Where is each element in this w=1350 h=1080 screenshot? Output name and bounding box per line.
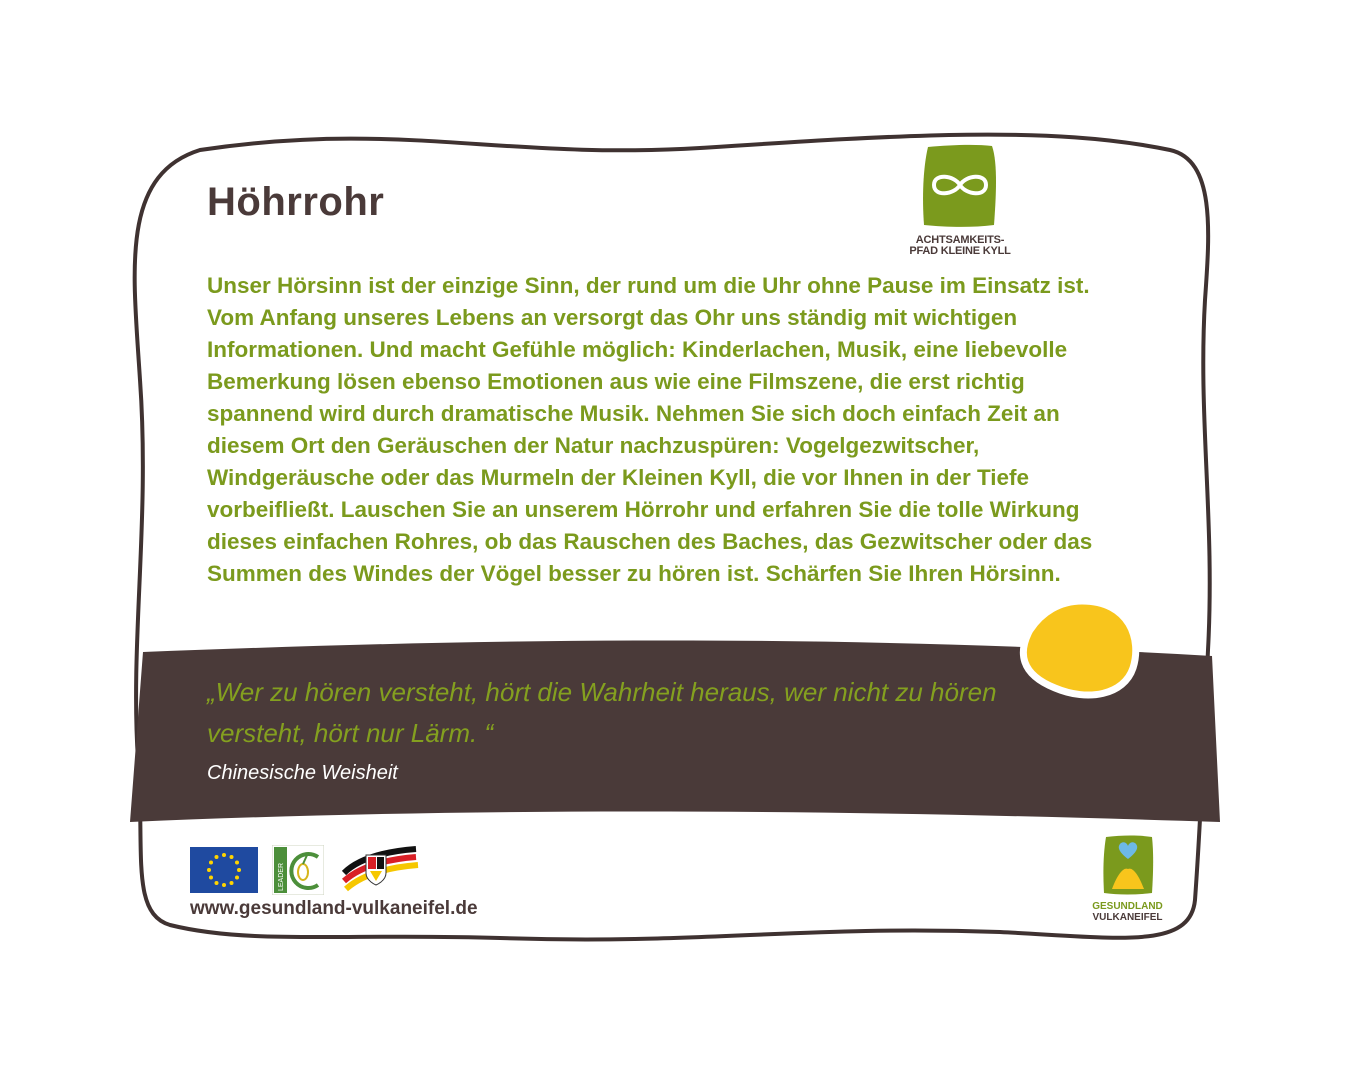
logo-bottom-caption-line2: VULKANEIFEL	[1092, 912, 1163, 923]
leader-logo-icon	[272, 845, 324, 895]
yellow-blob	[1023, 601, 1135, 695]
infinity-icon	[920, 143, 1000, 229]
heart-mountain-icon	[1100, 833, 1156, 897]
gesundland-logo	[1085, 833, 1170, 923]
quote-author: Chinesische Weisheit	[207, 762, 398, 784]
logo-bottom-caption-land: LAND	[1135, 901, 1163, 912]
rlp-germany-logo-icon	[340, 843, 420, 893]
logo-top-caption-line2: PFAD KLEINE KYLL	[909, 245, 1011, 257]
eu-flag-icon	[190, 847, 258, 893]
quote-text: „Wer zu hören versteht, hört die Wahrheit heraus, wer nicht zu hören versteht, hört nur Lärm. “	[207, 677, 997, 748]
leader-text: LEADER	[278, 862, 285, 891]
logo-bottom-caption-gesund: GESUND	[1092, 901, 1135, 912]
sign-title: Höhrrohr	[207, 180, 385, 224]
achtsamkeitspfad-logo	[905, 143, 1015, 257]
website-link[interactable]: www.gesundland-vulkaneifel.de	[190, 898, 478, 919]
body-paragraph: Unser Hörsinn ist der einzige Sinn, der rund um die Uhr ohne Pause im Einsatz ist. Vom Anfang unseres Lebens an versorgt das Ohr uns ständig mit wichtigen Informationen. Und macht Gefühle möglich: Kinderlachen, Musik, eine liebevolle Bemerkung lösen ebenso Emotionen aus wie eine Filmszene, die erst richtig spannend wird durch dramatische Musik. Nehmen Sie sich doch einfach Zeit an diesem Ort den Geräuschen der Natur nachzuspüren: Vogelgezwitscher, Windgeräusche oder das Murmeln der Kleinen Kyll, die vor Ihnen in der Tiefe vorbeifließt. Lauschen Sie an unserem Hörrohr und erfahren Sie die tolle Wirkung dieses einfachen Rohres, ob das Rauschen des Baches, das Gezwitscher oder das Summen des Windes der Vögel besser zu hören ist. Schärfen Sie Ihren Hörsinn.	[207, 273, 1093, 586]
logo-top-caption-line1: ACHTSAMKEITS-	[915, 234, 1005, 246]
